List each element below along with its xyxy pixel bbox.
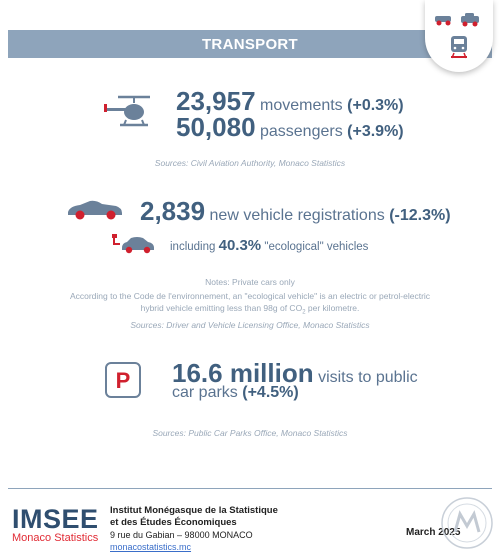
institute-info (110, 505, 278, 553)
section-header (8, 30, 492, 58)
passengers-change: (+3.9%) (347, 123, 404, 140)
transport-badge (425, 0, 493, 72)
logo-sub: Monaco Statistics (12, 532, 99, 544)
car-bus-train-icon (425, 0, 493, 72)
note-definition-2: hybrid vehicle emitting less than 98g of $CO_2$ per kilometre. (140, 303, 360, 316)
passengers-label: passengers (259, 123, 343, 140)
parking-icon (105, 362, 141, 398)
movements-label: movements (259, 97, 343, 114)
imsee-logo (12, 505, 99, 544)
sports-car-icon (66, 198, 124, 220)
note-definition-1: According to the Code de l'environnement, an "ecological vehicle" is an electric or petrol-electric (69, 291, 431, 301)
ecological-value: 40.3% (218, 237, 262, 254)
logo-main: IMSEE (12, 504, 99, 534)
publication-date: March 2025 (406, 527, 461, 538)
parking-label-1: visits to public (318, 369, 418, 386)
institute-address: 9 rue du Gabian – 98000 MONACO (110, 530, 253, 540)
parking-source: Sources: Public Car Parks Office, Monaco Statistics (152, 428, 348, 438)
ecological-prefix: including (170, 241, 216, 253)
aviation-source: Sources: Civil Aviation Authority, Monaco Statistics (154, 158, 346, 168)
ecological-label: "ecological" vehicles (264, 241, 369, 253)
institute-name-1: Institut Monégasque de la Statistique (110, 505, 278, 516)
movements-change: (+0.3%) (347, 97, 404, 114)
website-link[interactable]: monacostatistics.mc (110, 542, 192, 552)
page-title: TRANSPORT (201, 36, 299, 53)
seal-icon (440, 496, 494, 550)
footer-divider (8, 488, 492, 489)
movements-value: 23,957 (176, 86, 256, 116)
ecological-stat (170, 237, 368, 254)
parking-stat-line2 (172, 384, 299, 402)
parking-letter: P (115, 368, 131, 393)
passengers-value: 50,080 (176, 112, 256, 142)
passengers-stat (176, 112, 404, 143)
parking-label-2: car parks (172, 384, 238, 401)
registrations-stat (140, 196, 451, 227)
registrations-change: (-12.3%) (389, 207, 451, 224)
note-private-cars: Notes: Private cars only (205, 277, 295, 287)
registrations-value: 2,839 (140, 196, 206, 226)
registrations-label: new vehicle registrations (209, 207, 385, 224)
helicopter-icon (102, 94, 154, 132)
parking-change: (+4.5%) (242, 384, 299, 401)
parking-value: 16.6 million (172, 358, 314, 388)
vehicles-source: Sources: Driver and Vehicle Licensing Office, Monaco Statistics (130, 320, 370, 330)
institute-name-2: et des Études Économiques (110, 517, 237, 528)
electric-car-icon (112, 232, 156, 256)
